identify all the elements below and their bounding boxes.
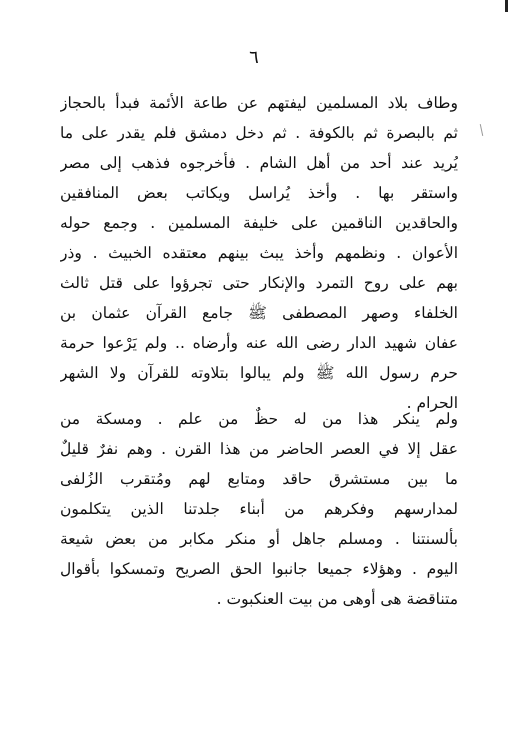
page-number: ٦ (249, 47, 259, 68)
text-line: واستقر بها . وأخذ يُراسل ويكاتب بعض المنافقين (60, 184, 458, 202)
text-line: يُريد عند أحد من أهل الشام . فأخرجوه فذهب إلى مصر (60, 154, 458, 172)
text-line: عفان شهيد الدار رضى الله عنه وأرضاه .. ولم يَرْعوا حرمة (60, 334, 458, 352)
text-line: وطاف بلاد المسلمين ليفتهم عن طاعة الأئمة فبدأ بالحجاز (60, 94, 458, 112)
text-line: لمدارسهم وفكرهم من أبناء جلدتنا الذين يتكلمون (60, 500, 458, 518)
text-line: ما بين مستشرق حاقد ومتابع لهم ومُتقرب الزُلفى (60, 470, 458, 488)
text-line: ولم ينكر هذا من له حظٌ من علم . ومسكة من (60, 410, 458, 428)
text-line: ثم بالبصرة ثم بالكوفة . ثم دخل دمشق فلم يقدر على ما (60, 124, 458, 142)
text-line: الحرام . (406, 394, 458, 412)
text-line: بهم على روح التمرد والإنكار حتى تجرؤوا على قتل ثالث (60, 274, 458, 292)
paragraph-1 (60, 88, 458, 418)
text-line: بألسنتنا . ومسلم جاهل أو منكر مكابر من بعض شيعة (60, 530, 458, 548)
text-line: عقل إلا في العصر الحاضر من هذا القرن . وهم نفرٌ قليلٌ (60, 440, 458, 458)
text-line: والحاقدين الناقمين على خليفة المسلمين . وجمع حوله (60, 214, 458, 232)
text-line: الأعوان . ونظمهم وأخذ يبث بينهم معتقده الخبيث . وذر (60, 244, 458, 262)
text-line: اليوم . وهؤلاء جميعا جانبوا الحق الصريح وتمسكوا بأقوال (60, 560, 458, 578)
paragraph-2 (60, 404, 458, 614)
text-line: الخلفاء وصهر المصطفى ﷺ جامع القرآن عثمان بن (60, 304, 458, 322)
text-line: حرم رسول الله ﷺ ولم يبالوا بتلاوته للقرآن ولا الشهر (60, 364, 458, 382)
text-line: متناقضة هى أوهى من بيت العنكبوت . (216, 590, 458, 608)
margin-mark (480, 124, 483, 136)
